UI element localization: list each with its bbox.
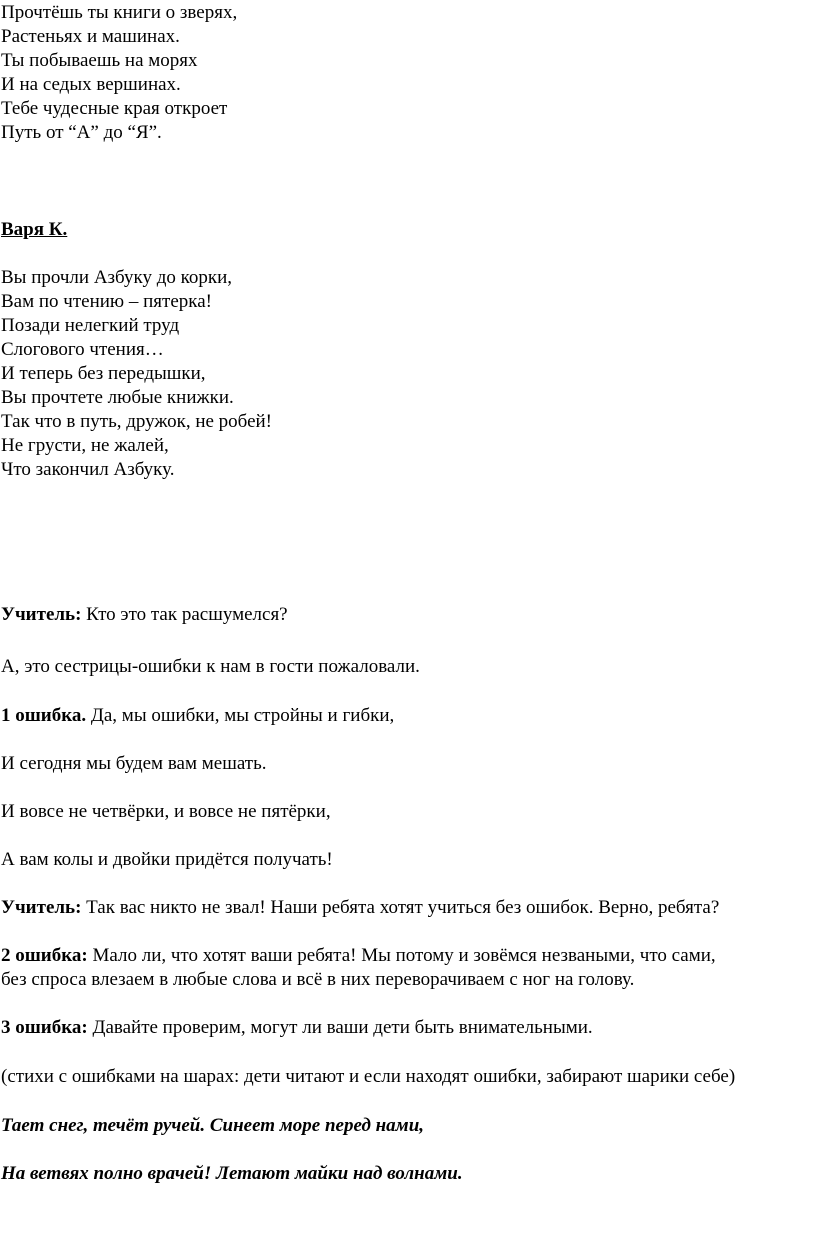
speaker-label: Учитель: bbox=[1, 897, 82, 918]
poem2-line: Слогового чтения… bbox=[1, 339, 164, 360]
teacher-line bbox=[1, 896, 719, 920]
dialogue-line: А, это сестрицы-ошибки к нам в гости пожаловали. bbox=[1, 656, 420, 677]
speech-text: Да, мы ошибки, мы стройны и гибки, bbox=[86, 705, 395, 726]
poem1-line: Тебе чудесные края откроет bbox=[1, 98, 228, 119]
stage-note: (стихи с ошибками на шарах: дети читают и если находят ошибки, забирают шарики себе) bbox=[1, 1066, 736, 1087]
dialogue-line: И вовсе не четвёрки, и вовсе не пятёрки, bbox=[1, 801, 331, 822]
poem1-line: Прочтёшь ты книги о зверях, bbox=[1, 2, 238, 23]
dialogue-line: И сегодня мы будем вам мешать. bbox=[1, 753, 267, 774]
poem2-line: Не грусти, не жалей, bbox=[1, 435, 169, 456]
speaker-label: 3 ошибка: bbox=[1, 1017, 88, 1038]
verse-line: Тает снег, течёт ручей. Синеет море перед нами, bbox=[1, 1115, 425, 1136]
error3-line bbox=[1, 1016, 593, 1040]
section-title: Варя К. bbox=[1, 219, 68, 240]
poem1-line: Растеньях и машинах. bbox=[1, 26, 180, 47]
poem2-line: Что закончил Азбуку. bbox=[1, 459, 175, 480]
poem2-line: Вам по чтению – пятерка! bbox=[1, 291, 212, 312]
speech-text: Давайте проверим, могут ли ваши дети быть внимательными. bbox=[87, 1017, 593, 1038]
verse-line: На ветвях полно врачей! Летают майки над волнами. bbox=[1, 1163, 463, 1184]
poem1-line: Путь от “А” до “Я”. bbox=[1, 122, 162, 143]
dialogue-line: А вам колы и двойки придётся получать! bbox=[1, 849, 333, 870]
speaker-label: Учитель: bbox=[1, 604, 82, 625]
error2-line bbox=[1, 944, 716, 968]
error2-continuation: без спроса влезаем в любые слова и всё в них переворачиваем с ног на голову. bbox=[1, 969, 635, 990]
speech-text: Мало ли, что хотят ваши ребята! Мы потому и зовёмся незваными, что сами, bbox=[87, 945, 716, 966]
speech-text: Так вас никто не звал! Наши ребята хотят учиться без ошибок. Верно, ребята? bbox=[81, 897, 720, 918]
error1-line bbox=[1, 704, 394, 728]
poem2-line: Так что в путь, дружок, не робей! bbox=[1, 411, 273, 432]
teacher-line bbox=[1, 603, 288, 627]
speaker-label: 1 ошибка. bbox=[1, 705, 87, 726]
poem2-line: Вы прочли Азбуку до корки, bbox=[1, 267, 233, 288]
speaker-label: 2 ошибка: bbox=[1, 945, 88, 966]
poem2-line: Вы прочтете любые книжки. bbox=[1, 387, 234, 408]
poem1-line: И на седых вершинах. bbox=[1, 74, 181, 95]
poem2-line: И теперь без передышки, bbox=[1, 363, 206, 384]
speech-text: Кто это так расшумелся? bbox=[81, 604, 288, 625]
poem1-line: Ты побываешь на морях bbox=[1, 50, 198, 71]
poem2-line: Позади нелегкий труд bbox=[1, 315, 180, 336]
